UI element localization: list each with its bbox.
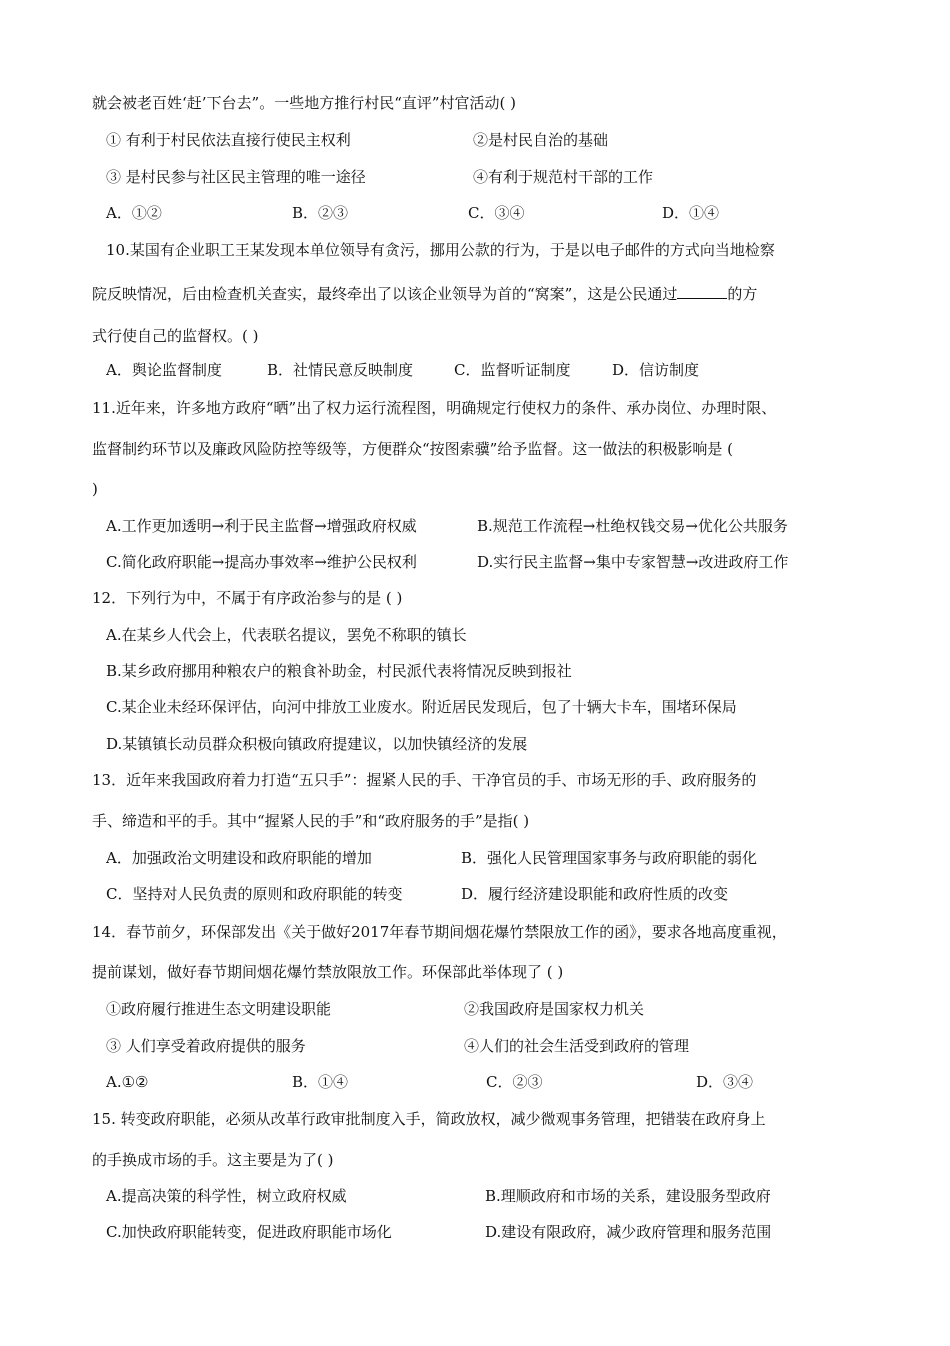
q11-option-b: B.规范工作流程→杜绝权钱交易→优化公共服务 <box>477 517 788 535</box>
q14-statement-2: ②我国政府是国家权力机关 <box>464 1000 645 1018</box>
q11-option-c: C.简化政府职能→提高办事效率→维护公民权利 <box>106 553 417 571</box>
q10-answer-blank <box>677 284 727 299</box>
q12-option-b: B.某乡政府挪用种粮农户的粮食补助金，村民派代表将情况反映到报社 <box>106 662 572 680</box>
q15-line-2: 的手换成市场的手。这主要是为了( ) <box>92 1151 334 1169</box>
q9-statement-4: ④有利于规范村干部的工作 <box>473 168 654 186</box>
q9-statement-2: ②是村民自治的基础 <box>473 131 609 149</box>
q13-option-d: D．履行经济建设职能和政府性质的改变 <box>461 885 729 903</box>
q14-statement-3: ③ 人们享受着政府提供的服务 <box>106 1037 306 1055</box>
q11-line-2: 监督制约环节以及廉政风险防控等级等，方便群众“按图索骥”给予监督。这一做法的积极影响是 ( <box>92 440 733 458</box>
q12-option-a: A.在某乡人代会上，代表联名提议，罢免不称职的镇长 <box>106 626 467 644</box>
q14-option-a: A.①② <box>106 1073 149 1091</box>
q14-option-c: C．②③ <box>486 1073 543 1091</box>
q9-option-b: B．②③ <box>292 204 349 222</box>
q14-statement-1: ①政府履行推进生态文明建设职能 <box>106 1000 332 1018</box>
q10-option-c: C．监督听证制度 <box>454 361 571 379</box>
q15-option-a: A.提高决策的科学性，树立政府权威 <box>106 1187 347 1205</box>
q14-line-1: 14．春节前夕，环保部发出《关于做好2017年春节期间烟花爆竹禁限放工作的函》，要求各地高度重视， <box>92 923 787 941</box>
q9-statement-1: ① 有利于村民依法直接行使民主权利 <box>106 131 351 149</box>
q11-line-1: 11.近年来，许多地方政府“晒”出了权力运行流程图，明确规定行使权力的条件、承办岗位、办理时限、 <box>92 399 777 417</box>
q12-option-d: D.某镇镇长动员群众积极向镇政府提建议，以加快镇经济的发展 <box>106 735 528 753</box>
q12-option-c: C.某企业未经环保评估，向河中排放工业废水。附近居民发现后，包了十辆大卡车，围堵环保局 <box>106 698 737 716</box>
q9-option-c: C．③④ <box>468 204 525 222</box>
q14-option-b: B．①④ <box>292 1073 349 1091</box>
q11-option-d: D.实行民主监督→集中专家智慧→改进政府工作 <box>477 553 789 571</box>
q10-line-3: 式行使自己的监督权。( ) <box>92 327 259 345</box>
q10-line-2-text: 院反映情况，后由检查机关查实，最终牵出了以该企业领导为首的“窝案”，这是公民通过 <box>92 285 678 303</box>
q11-option-a: A.工作更加透明→利于民主监督→增强政府权威 <box>106 517 417 535</box>
q15-option-d: D.建设有限政府，减少政府管理和服务范围 <box>485 1223 772 1241</box>
q14-statement-4: ④人们的社会生活受到政府的管理 <box>464 1037 690 1055</box>
q14-option-d: D．③④ <box>696 1073 754 1091</box>
q15-line-1: 15. 转变政府职能，必须从改革行政审批制度入手，简政放权，减少微观事务管理，把错装在政府身上 <box>92 1110 766 1128</box>
q9-option-a: A．①② <box>106 204 162 222</box>
q10-option-a: A．舆论监督制度 <box>106 361 222 379</box>
q15-option-c: C.加快政府职能转变，促进政府职能市场化 <box>106 1223 392 1241</box>
q10-option-b: B．社情民意反映制度 <box>267 361 414 379</box>
q13-line-1: 13．近年来我国政府着力打造“五只手”：握紧人民的手、干净官员的手、市场无形的手、政府服务的 <box>92 771 757 789</box>
q9-stem: 就会被老百姓‘赶’下台去”。一些地方推行村民“直评”村官活动( ) <box>92 94 517 112</box>
q13-option-b: B．强化人民管理国家事务与政府职能的弱化 <box>461 849 758 867</box>
q13-option-c: C．坚持对人民负责的原则和政府职能的转变 <box>106 885 403 903</box>
q9-option-d: D．①④ <box>662 204 720 222</box>
q10-line-2-end: 的方 <box>727 285 758 303</box>
q14-line-2: 提前谋划，做好春节期间烟花爆竹禁放限放工作。环保部此举体现了 ( ) <box>92 963 564 981</box>
q10-line-2 <box>92 284 757 304</box>
q13-option-a: A．加强政治文明建设和政府职能的增加 <box>106 849 372 867</box>
q10-option-d: D．信访制度 <box>612 361 700 379</box>
q11-line-3: ) <box>92 480 98 498</box>
q13-line-2: 手、缔造和平的手。其中“握紧人民的手”和“政府服务的手”是指( ) <box>92 812 530 830</box>
q10-line-1: 10.某国有企业职工王某发现本单位领导有贪污，挪用公款的行为，于是以电子邮件的方式向当地检察 <box>106 241 775 259</box>
q15-option-b: B.理顺政府和市场的关系，建设服务型政府 <box>485 1187 771 1205</box>
q9-statement-3: ③ 是村民参与社区民主管理的唯一途径 <box>106 168 366 186</box>
q12-stem: 12．下列行为中，不属于有序政治参与的是 ( ) <box>92 589 403 607</box>
